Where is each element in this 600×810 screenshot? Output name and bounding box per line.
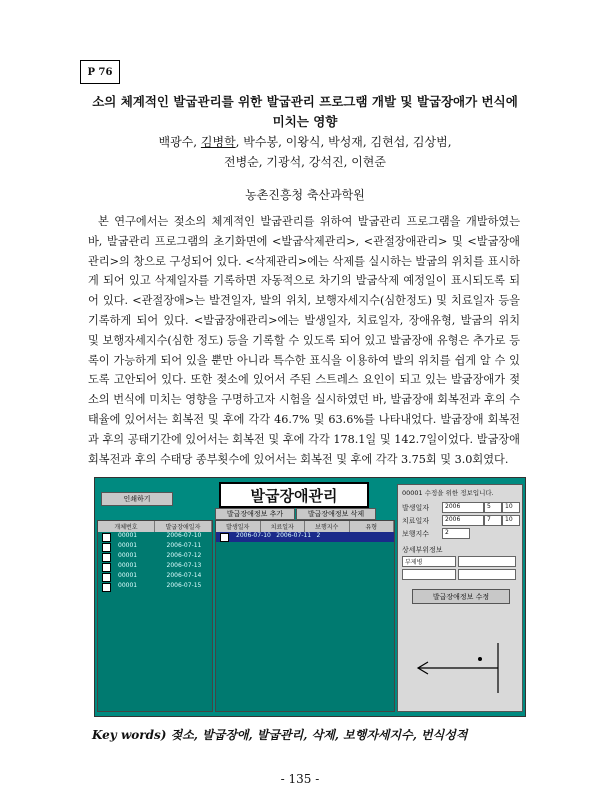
cell-treat: 2006-07-11	[276, 532, 312, 539]
authors-line-1	[70, 132, 540, 152]
middle-grid-header	[216, 521, 394, 532]
middle-grid	[215, 520, 395, 712]
cell-id: 00001	[118, 552, 138, 559]
affiliation: 농촌진흥청 축산과학원	[245, 188, 365, 202]
delete-info-button[interactable]: 발굽장애정보 삭제	[296, 508, 376, 520]
row-checkbox[interactable]	[102, 553, 111, 562]
cell-id: 00001	[118, 582, 138, 589]
page-number: - 135 -	[280, 772, 320, 786]
cell-occur: 2006-07-10	[236, 532, 271, 539]
presenting-author: 김병학	[200, 135, 236, 149]
print-button[interactable]: 인쇄하기	[101, 492, 173, 506]
label-treat: 치료일자	[402, 517, 430, 525]
screenshot-banner: 발굽장애관리	[219, 482, 369, 508]
table-row[interactable]	[216, 532, 394, 542]
walk-index-select[interactable]: 2	[442, 528, 470, 539]
row-checkbox[interactable]	[102, 533, 111, 542]
mid-col-occur: 발생일자	[216, 521, 261, 532]
treat-year-select[interactable]: 2006	[442, 515, 484, 526]
table-row[interactable]	[98, 562, 212, 572]
label-detail: 상세부위정보	[402, 546, 443, 554]
title-line-2: 미치는 영향	[272, 114, 338, 129]
cell-date: 2006-07-13	[166, 562, 202, 569]
hoof-position-marker-icon	[398, 635, 522, 695]
cell-date: 2006-07-15	[166, 582, 202, 589]
cell-id: 00001	[118, 572, 138, 579]
table-row[interactable]	[98, 532, 212, 542]
occur-day-select[interactable]: 10	[502, 502, 520, 513]
authors	[70, 132, 540, 172]
left-col-date: 발굽장애일자	[155, 521, 212, 532]
authors-pre: 백광수,	[158, 135, 201, 149]
authors-post: , 박수봉, 이왕식, 박성재, 김현섭, 김상범,	[235, 135, 452, 149]
occur-month-select[interactable]: 5	[484, 502, 502, 513]
title-line-1: 소의 체계적인 발굽관리를 위한 발굽관리 프로그램 개발 및 발굽장애가 번식에	[92, 94, 518, 109]
detail-select-4[interactable]	[458, 569, 516, 580]
cell-date: 2006-07-12	[166, 552, 202, 559]
table-row[interactable]	[98, 552, 212, 562]
treat-month-select[interactable]: 7	[484, 515, 502, 526]
occur-year-select[interactable]: 2006	[442, 502, 484, 513]
panel-message: 00001 수정을 위한 정보입니다.	[402, 489, 494, 497]
abstract-code: P 76	[80, 60, 120, 84]
table-row[interactable]	[98, 572, 212, 582]
detail-select-3[interactable]	[402, 569, 456, 580]
cell-type	[354, 532, 394, 542]
edit-info-button[interactable]: 발굽장애정보 수정	[412, 589, 510, 604]
cell-id: 00001	[118, 532, 138, 539]
left-grid	[97, 520, 213, 712]
label-walk: 보행지수	[402, 530, 430, 538]
left-grid-header	[98, 521, 212, 532]
detail-select-2[interactable]	[458, 556, 516, 567]
label-occur: 발생일자	[402, 504, 430, 512]
table-row[interactable]	[98, 542, 212, 552]
row-checkbox[interactable]	[102, 543, 111, 552]
cell-id: 00001	[118, 562, 138, 569]
left-col-id: 개체번호	[98, 521, 155, 532]
detail-select-1[interactable]: 부제병	[402, 556, 456, 567]
paper-title	[70, 92, 540, 132]
add-info-button[interactable]: 발굽장애정보 추가	[215, 508, 295, 520]
mid-col-treat: 치료일자	[261, 521, 306, 532]
edit-panel	[397, 484, 523, 712]
program-screenshot	[94, 477, 526, 717]
table-row[interactable]	[98, 582, 212, 592]
row-checkbox[interactable]	[102, 573, 111, 582]
authors-line-2: 전병순, 기광석, 강석진, 이현준	[224, 155, 386, 169]
abstract-body: 본 연구에서는 젖소의 체계적인 발굽관리를 위하여 발굽관리 프로그램을 개발하였는 바, 발굽관리 프로그램의 초기화면에 <발굽삭제관리>, <관절장애관리> 및 <발굽장애관리>의 창으로 구성되어 있다. <삭제관리>에는 삭제를 실시하는 발굽의 위치를 표시하게 되어 있고 삭제일자를 기록하면 자동적으로 차기의 발굽삭제 예정일이 표시되도록 되어 있다. <관절장애>는 발견일자, 발의 위치, 보행자세지수(심한정도) 및 치료일자 등을 기록하게 되어 있다. <발굽장애관리>에는 발생일자, 치료일자, 장애유형, 발굽의 위치 및 보행자세지수(심한 정도) 등을 기록할 수 있도록 되어 있고 발굽장애 유형은 추가로 등록이 가능하게 되어 있을 뿐만 아니라 특수한 표식을 이용하여 발의 위치를 쉽게 알 수 있도록 고안되어 있다. 또한 젖소에 있어서 주된 스트레스 요인이 되고 있는 발굽장애가 젖소의 번식에 미치는 영향을 구명하고자 시험을 실시하였던 바, 발굽장애 회복전과 후의 수태율에 있어서는 회복전 및 후에 각각 46.7% 및 63.6%를 나타내었다. 발굽장애 회복전과 후의 공태기간에 있어서는 회복전 및 후에 각각 178.1일 및 142.7일이었다. 발굽장애 회복전과 후의 수태당 종부횟수에 있어서는 회복전 및 후에 각각 3.75회 및 3.0회였다.	[88, 215, 520, 466]
row-checkbox[interactable]	[102, 583, 111, 592]
mid-col-walk: 보행지수	[305, 521, 350, 532]
cell-walk: 2	[316, 532, 321, 539]
keywords: Key words) 젖소, 발굽장애, 발굽관리, 삭제, 보행자세지수, 번식성적	[92, 728, 468, 742]
cell-date: 2006-07-10	[166, 532, 202, 539]
row-checkbox[interactable]	[102, 563, 111, 572]
cell-date: 2006-07-11	[166, 542, 202, 549]
treat-day-select[interactable]: 10	[502, 515, 520, 526]
mid-col-type: 유형	[350, 521, 395, 532]
row-checkbox[interactable]	[220, 533, 229, 542]
cell-date: 2006-07-14	[166, 572, 202, 579]
cell-id: 00001	[118, 542, 138, 549]
